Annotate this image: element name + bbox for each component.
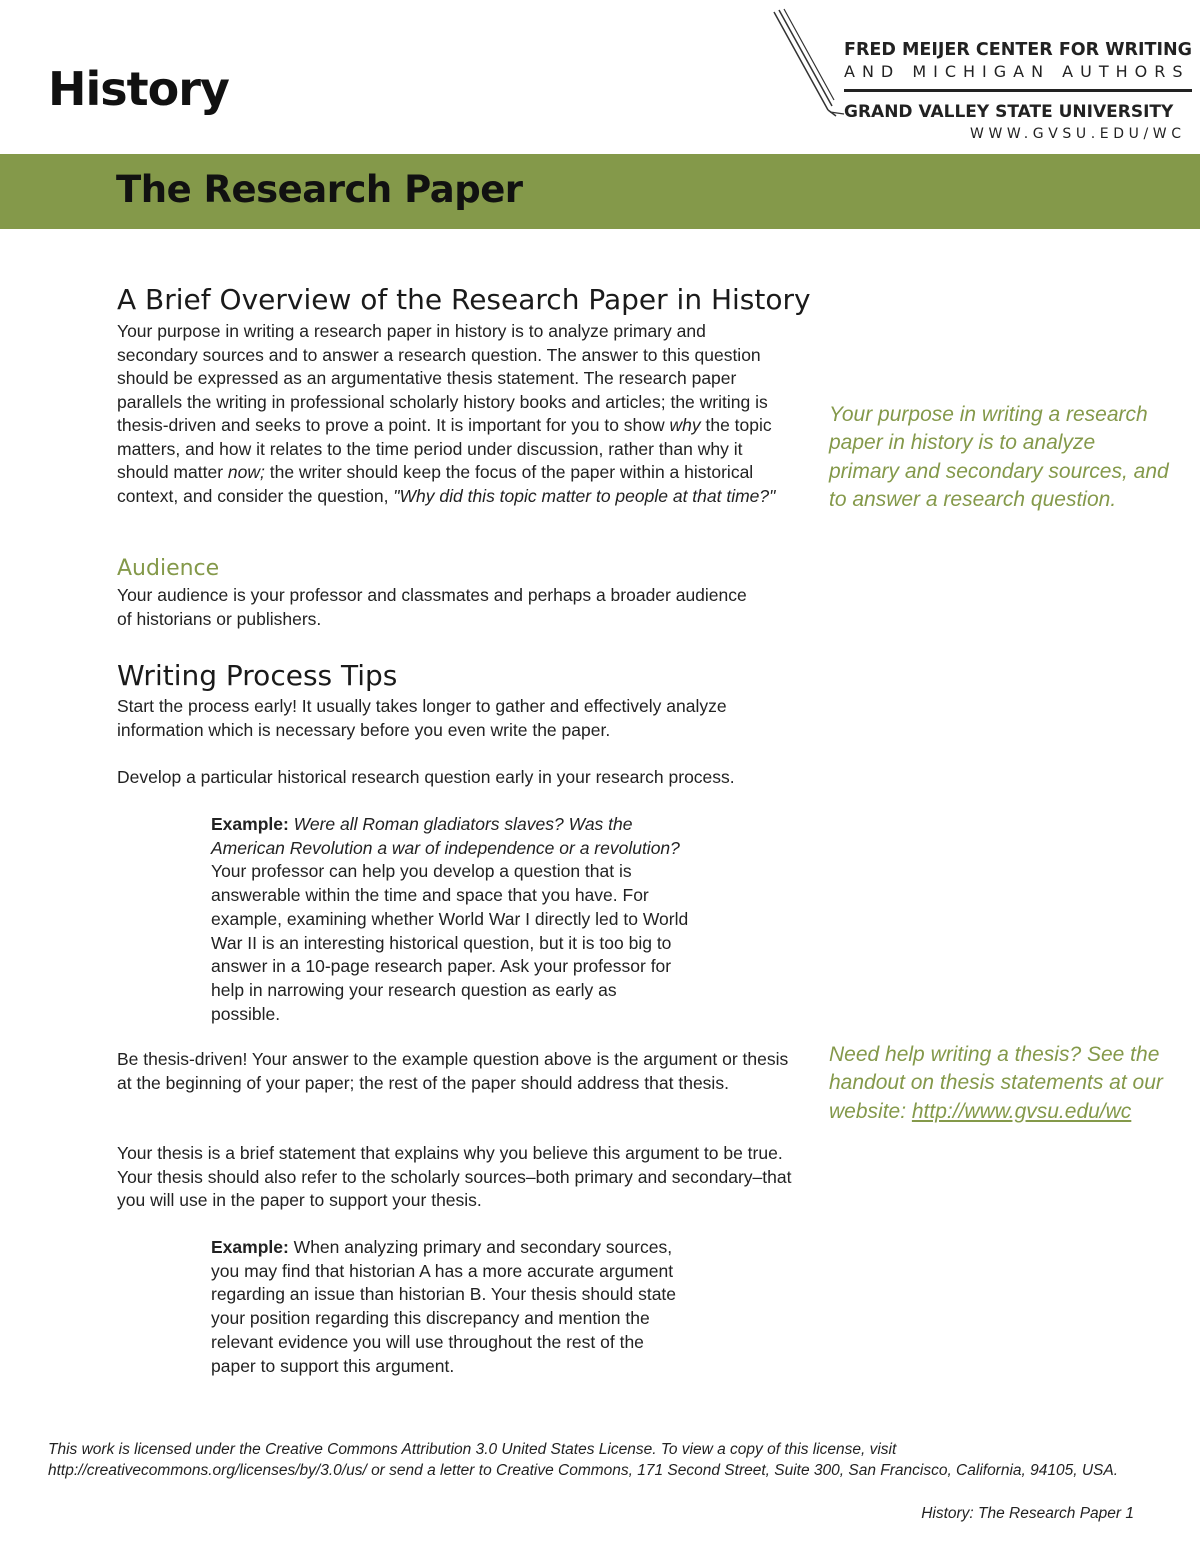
tip-thesis-statement: Your thesis is a brief statement that explains why you believe this argument to be true. Your thesis should also refer to the scholarly sources–both primary and secondary–that you will use in the paper to support your thesis. bbox=[117, 1143, 792, 1210]
audience-paragraph: Your audience is your professor and classmates and perhaps a broader audience of historians or publishers. bbox=[117, 585, 747, 629]
logo-center-name: FRED MEIJER CENTER FOR WRITING bbox=[844, 40, 1192, 60]
logo-university-name: GRAND VALLEY STATE UNIVERSITY bbox=[844, 102, 1174, 122]
example-research-question: Example: Were all Roman gladiators slaves? Was the American Revolution a war of independence or a revolution? Your professor can help you develop a question that is answerable within the time and space that you have. For example, examining whether World War I directly led to World War II is an interesting historical question, but it is too big to answer in a 10-page research paper. Ask your professor for help in narrowing your research question as early as possible. bbox=[211, 814, 689, 1024]
overview-heading: A Brief Overview of the Research Paper in History bbox=[117, 283, 811, 316]
tip-thesis-driven: Be thesis-driven! Your answer to the example question above is the argument or thesis at the beginning of your paper; the rest of the paper should address that thesis. bbox=[117, 1049, 789, 1093]
license-notice: This work is licensed under the Creative Commons Attribution 3.0 United States License. To view a copy of this license, visit http://creativecommons.org/licenses/by/3.0/us/ or send a letter to Creative Commons, 171 Second Street, Suite 300, San Francisco, California, 94105, USA. bbox=[48, 1441, 1119, 1479]
pen-nib-icon bbox=[768, 6, 848, 126]
thesis-handout-link[interactable]: http://www.gvsu.edu/wc bbox=[911, 1099, 1132, 1123]
writing-tips-heading: Writing Process Tips bbox=[117, 659, 398, 692]
logo-website[interactable]: WWW.GVSU.EDU/WC bbox=[970, 126, 1186, 142]
document-title: The Research Paper bbox=[116, 168, 523, 211]
overview-paragraph: Your purpose in writing a research paper in history is to analyze primary and secondary sources and to answer a research question. The answer to this question should be expressed as an argumentative thesis statement. The research paper parallels the writing in professional scholarly history books and articles; the writing is thesis-driven and seeks to prove a point. It is important for you to show why the topic matters, and how it relates to the time period under discussion, rather than why it should matter now; the writer should keep the focus of the paper within a historical context, and consider the question, "Why did this topic matter to people at that time?" bbox=[117, 321, 776, 506]
gvsu-writing-center-logo bbox=[768, 6, 1198, 146]
example-thesis: Example: When analyzing primary and secondary sources, you may find that historian A has a more accurate argument regarding an issue than historian B. Your thesis should state your position regarding this discrepancy and mention the relevant evidence you will use throughout the rest of the paper to support this argument. bbox=[211, 1237, 677, 1376]
pull-quote-purpose: Your purpose in writing a research paper in history is to analyze primary and secondary sources, and to answer a research question. bbox=[829, 403, 1169, 511]
title-band bbox=[0, 154, 1200, 229]
tip-research-question: Develop a particular historical research question early in your research process. bbox=[117, 767, 735, 787]
audience-heading: Audience bbox=[117, 556, 220, 581]
subject-title: History bbox=[48, 62, 229, 116]
tip-start-early: Start the process early! It usually takes longer to gather and effectively analyze information which is necessary before you even write the paper. bbox=[117, 696, 727, 740]
logo-divider bbox=[844, 89, 1192, 92]
pull-quote-thesis-help: Need help writing a thesis? See the handout on thesis statements at our website: http://www.gvsu.edu/wc bbox=[829, 1043, 1163, 1123]
logo-center-subname: AND MICHIGAN AUTHORS bbox=[844, 62, 1190, 81]
page-footer: History: The Research Paper 1 bbox=[921, 1505, 1134, 1522]
